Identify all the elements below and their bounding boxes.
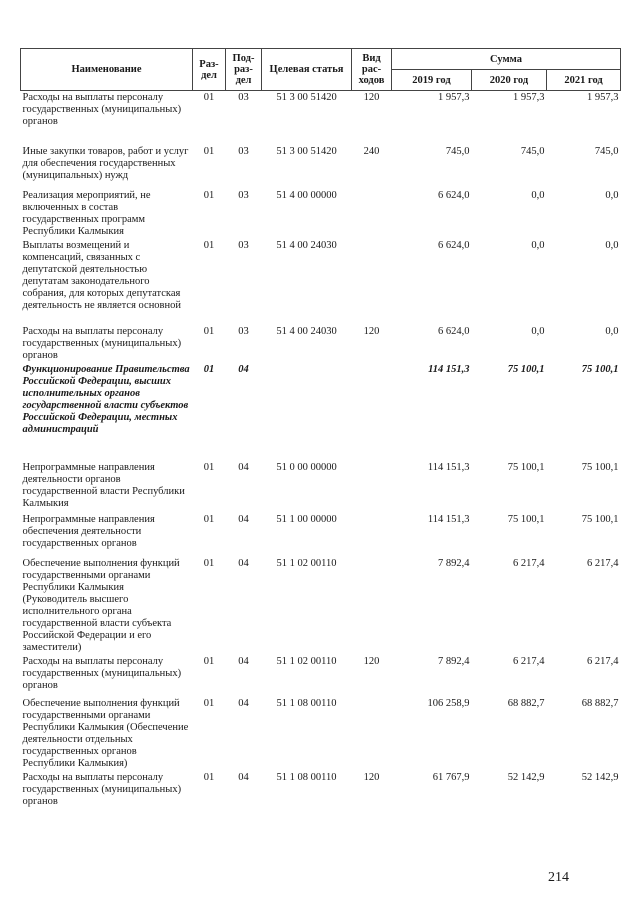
row-expense-type [352, 189, 392, 239]
table-row [21, 363, 621, 461]
row-razdel: 01 [203, 771, 215, 783]
row-sum-2020: 52 142,9 [507, 771, 545, 783]
row-sum-2021: 745,0 [594, 145, 619, 157]
row-razdel: 01 [203, 189, 215, 201]
row-sum-2019: 745,0 [445, 145, 470, 157]
row-target-article: 51 1 08 00110 [276, 771, 337, 783]
header-year-2020: 2020 год [472, 70, 547, 91]
row-name: Расходы на выплаты персоналу государственных (муниципальных) органов [22, 92, 182, 127]
row-sum-2021: 6 217,4 [587, 557, 619, 569]
table-row [21, 697, 621, 771]
row-razdel: 01 [203, 325, 215, 337]
table-row [21, 513, 621, 557]
row-razdel: 01 [203, 655, 215, 667]
row-target-article: 51 4 00 24030 [276, 239, 337, 251]
table-row [21, 239, 621, 325]
header-year-2019: 2019 год [392, 70, 472, 91]
table-row [21, 461, 621, 513]
row-target-article: 51 0 00 00000 [276, 461, 337, 473]
row-name: Расходы на выплаты персоналу государственных (муниципальных) органов [22, 655, 182, 691]
row-sum-2019: 61 767,9 [432, 771, 470, 783]
row-razdel: 01 [203, 697, 215, 709]
table-row [21, 145, 621, 189]
row-sum-2019: 106 258,9 [427, 697, 470, 709]
row-expense-type [352, 697, 392, 771]
table-row [21, 91, 621, 145]
row-expense-type: 240 [363, 145, 380, 157]
row-podrazdel: 03 [238, 92, 249, 103]
row-sum-2021: 0,0 [605, 239, 619, 251]
row-sum-2019: 6 624,0 [438, 189, 470, 201]
row-razdel: 01 [203, 461, 215, 473]
row-sum-2020: 6 217,4 [513, 557, 545, 569]
row-expense-type [352, 363, 392, 461]
row-sum-2020: 75 100,1 [507, 513, 545, 525]
row-sum-2020: 0,0 [531, 325, 545, 337]
row-sum-2019: 114 151,3 [427, 461, 470, 473]
row-sum-2019: 114 151,3 [428, 363, 470, 375]
row-sum-2021: 68 882,7 [581, 697, 619, 709]
row-target-article: 51 4 00 24030 [276, 325, 337, 337]
row-name: Иные закупки товаров, работ и услуг для обеспечения государственных (муниципальных) нужд [22, 145, 189, 181]
table-row [21, 189, 621, 239]
row-sum-2020: 0,0 [531, 189, 545, 201]
row-name: Обеспечение выполнения функций государственными органами Республики Калмыкия (Руководитель высшего исполнительного органа государственной власти субъекта Российской Федерации и его заместители) [22, 557, 180, 653]
row-target-article: 51 1 08 00110 [276, 697, 337, 709]
row-sum-2019: 7 892,4 [438, 557, 470, 569]
row-razdel: 01 [203, 513, 215, 525]
row-name: Непрограммные направления деятельности органов государственной власти Республики Калмыкия [22, 461, 185, 509]
row-sum-2021: 6 217,4 [587, 655, 619, 667]
budget-table [20, 48, 621, 809]
row-sum-2021: 75 100,1 [581, 513, 619, 525]
row-target-article: 51 1 02 00110 [276, 557, 337, 569]
row-razdel: 01 [203, 92, 215, 103]
row-target-article: 51 3 00 51420 [276, 92, 337, 103]
row-podrazdel: 04 [238, 461, 249, 473]
header-name: Наименование [21, 49, 193, 91]
row-podrazdel: 04 [238, 363, 249, 375]
row-razdel: 01 [203, 363, 215, 375]
row-podrazdel: 03 [238, 189, 249, 201]
row-sum-2021: 0,0 [605, 189, 619, 201]
row-podrazdel: 04 [238, 697, 249, 709]
row-target-article: 51 3 00 51420 [276, 145, 337, 157]
row-name: Реализация мероприятий, не включенных в состав государственных программ Республики Калмыкия [22, 189, 151, 237]
row-target-article: 51 4 00 00000 [276, 189, 337, 201]
row-razdel: 01 [203, 557, 215, 569]
row-sum-2019: 6 624,0 [438, 325, 470, 337]
row-sum-2020: 1 957,3 [513, 92, 545, 103]
row-sum-2020: 0,0 [531, 239, 545, 251]
row-target-article: 51 1 00 00000 [276, 513, 337, 525]
row-sum-2020: 6 217,4 [513, 655, 545, 667]
page-number: 214 [548, 870, 569, 885]
row-sum-2019: 7 892,4 [438, 655, 470, 667]
row-expense-type [352, 513, 392, 557]
row-name: Обеспечение выполнения функций государственными органами Республики Калмыкия (Обеспечение деятельности отдельных государственных органов Республики Калмыкия) [22, 697, 189, 769]
header-target-article: Целевая статья [262, 49, 352, 91]
row-podrazdel: 03 [238, 325, 249, 337]
row-sum-2019: 114 151,3 [427, 513, 470, 525]
row-sum-2021: 75 100,1 [581, 363, 619, 375]
row-expense-type [352, 557, 392, 655]
table-row [21, 771, 621, 809]
row-sum-2021: 0,0 [605, 325, 619, 337]
row-name: Расходы на выплаты персоналу государственных (муниципальных) органов [22, 325, 182, 361]
row-expense-type: 120 [363, 771, 380, 783]
row-razdel: 01 [203, 239, 215, 251]
row-podrazdel: 03 [238, 145, 249, 157]
row-podrazdel: 04 [238, 771, 249, 783]
header-razdel: Раз-дел [193, 49, 226, 91]
row-podrazdel: 04 [238, 655, 249, 667]
row-sum-2020: 75 100,1 [507, 461, 545, 473]
header-expense-type: Вид рас-ходов [352, 49, 392, 91]
row-podrazdel: 03 [238, 239, 249, 251]
table-row [21, 325, 621, 363]
row-name: Расходы на выплаты персоналу государственных (муниципальных) органов [22, 771, 182, 807]
row-expense-type: 120 [363, 92, 380, 103]
row-target-article [262, 363, 352, 461]
row-sum-2019: 1 957,3 [438, 92, 470, 103]
row-target-article: 51 1 02 00110 [276, 655, 337, 667]
row-sum-2020: 75 100,1 [507, 363, 545, 375]
header-year-2021: 2021 год [547, 70, 621, 91]
row-sum-2019: 6 624,0 [438, 239, 470, 251]
row-expense-type [352, 239, 392, 325]
row-name: Функционирование Правительства Российской Федерации, высших исполнительных органов государственной власти субъектов Российской Федерации, местных администраций [22, 363, 190, 435]
header-sum: Сумма [392, 49, 621, 70]
table-row [21, 557, 621, 655]
row-sum-2020: 745,0 [520, 145, 545, 157]
row-name: Непрограммные направления обеспечения деятельности государственных органов [22, 513, 155, 549]
row-sum-2020: 68 882,7 [507, 697, 545, 709]
row-podrazdel: 04 [238, 557, 249, 569]
row-expense-type: 120 [363, 655, 380, 667]
row-podrazdel: 04 [238, 513, 249, 525]
row-sum-2021: 52 142,9 [581, 771, 619, 783]
row-expense-type: 120 [363, 325, 380, 337]
table-row [21, 655, 621, 697]
table-body [21, 91, 621, 809]
row-sum-2021: 75 100,1 [581, 461, 619, 473]
row-razdel: 01 [203, 145, 215, 157]
header-podrazdel: Под-раз-дел [226, 49, 262, 91]
row-expense-type [352, 461, 392, 513]
row-name: Выплаты возмещений и компенсаций, связанных с депутатской деятельностью депутатам законодательного собрания, для которых депутатская деятельность не является основной [22, 239, 182, 311]
row-sum-2021: 1 957,3 [587, 92, 619, 103]
table-header [21, 49, 621, 91]
